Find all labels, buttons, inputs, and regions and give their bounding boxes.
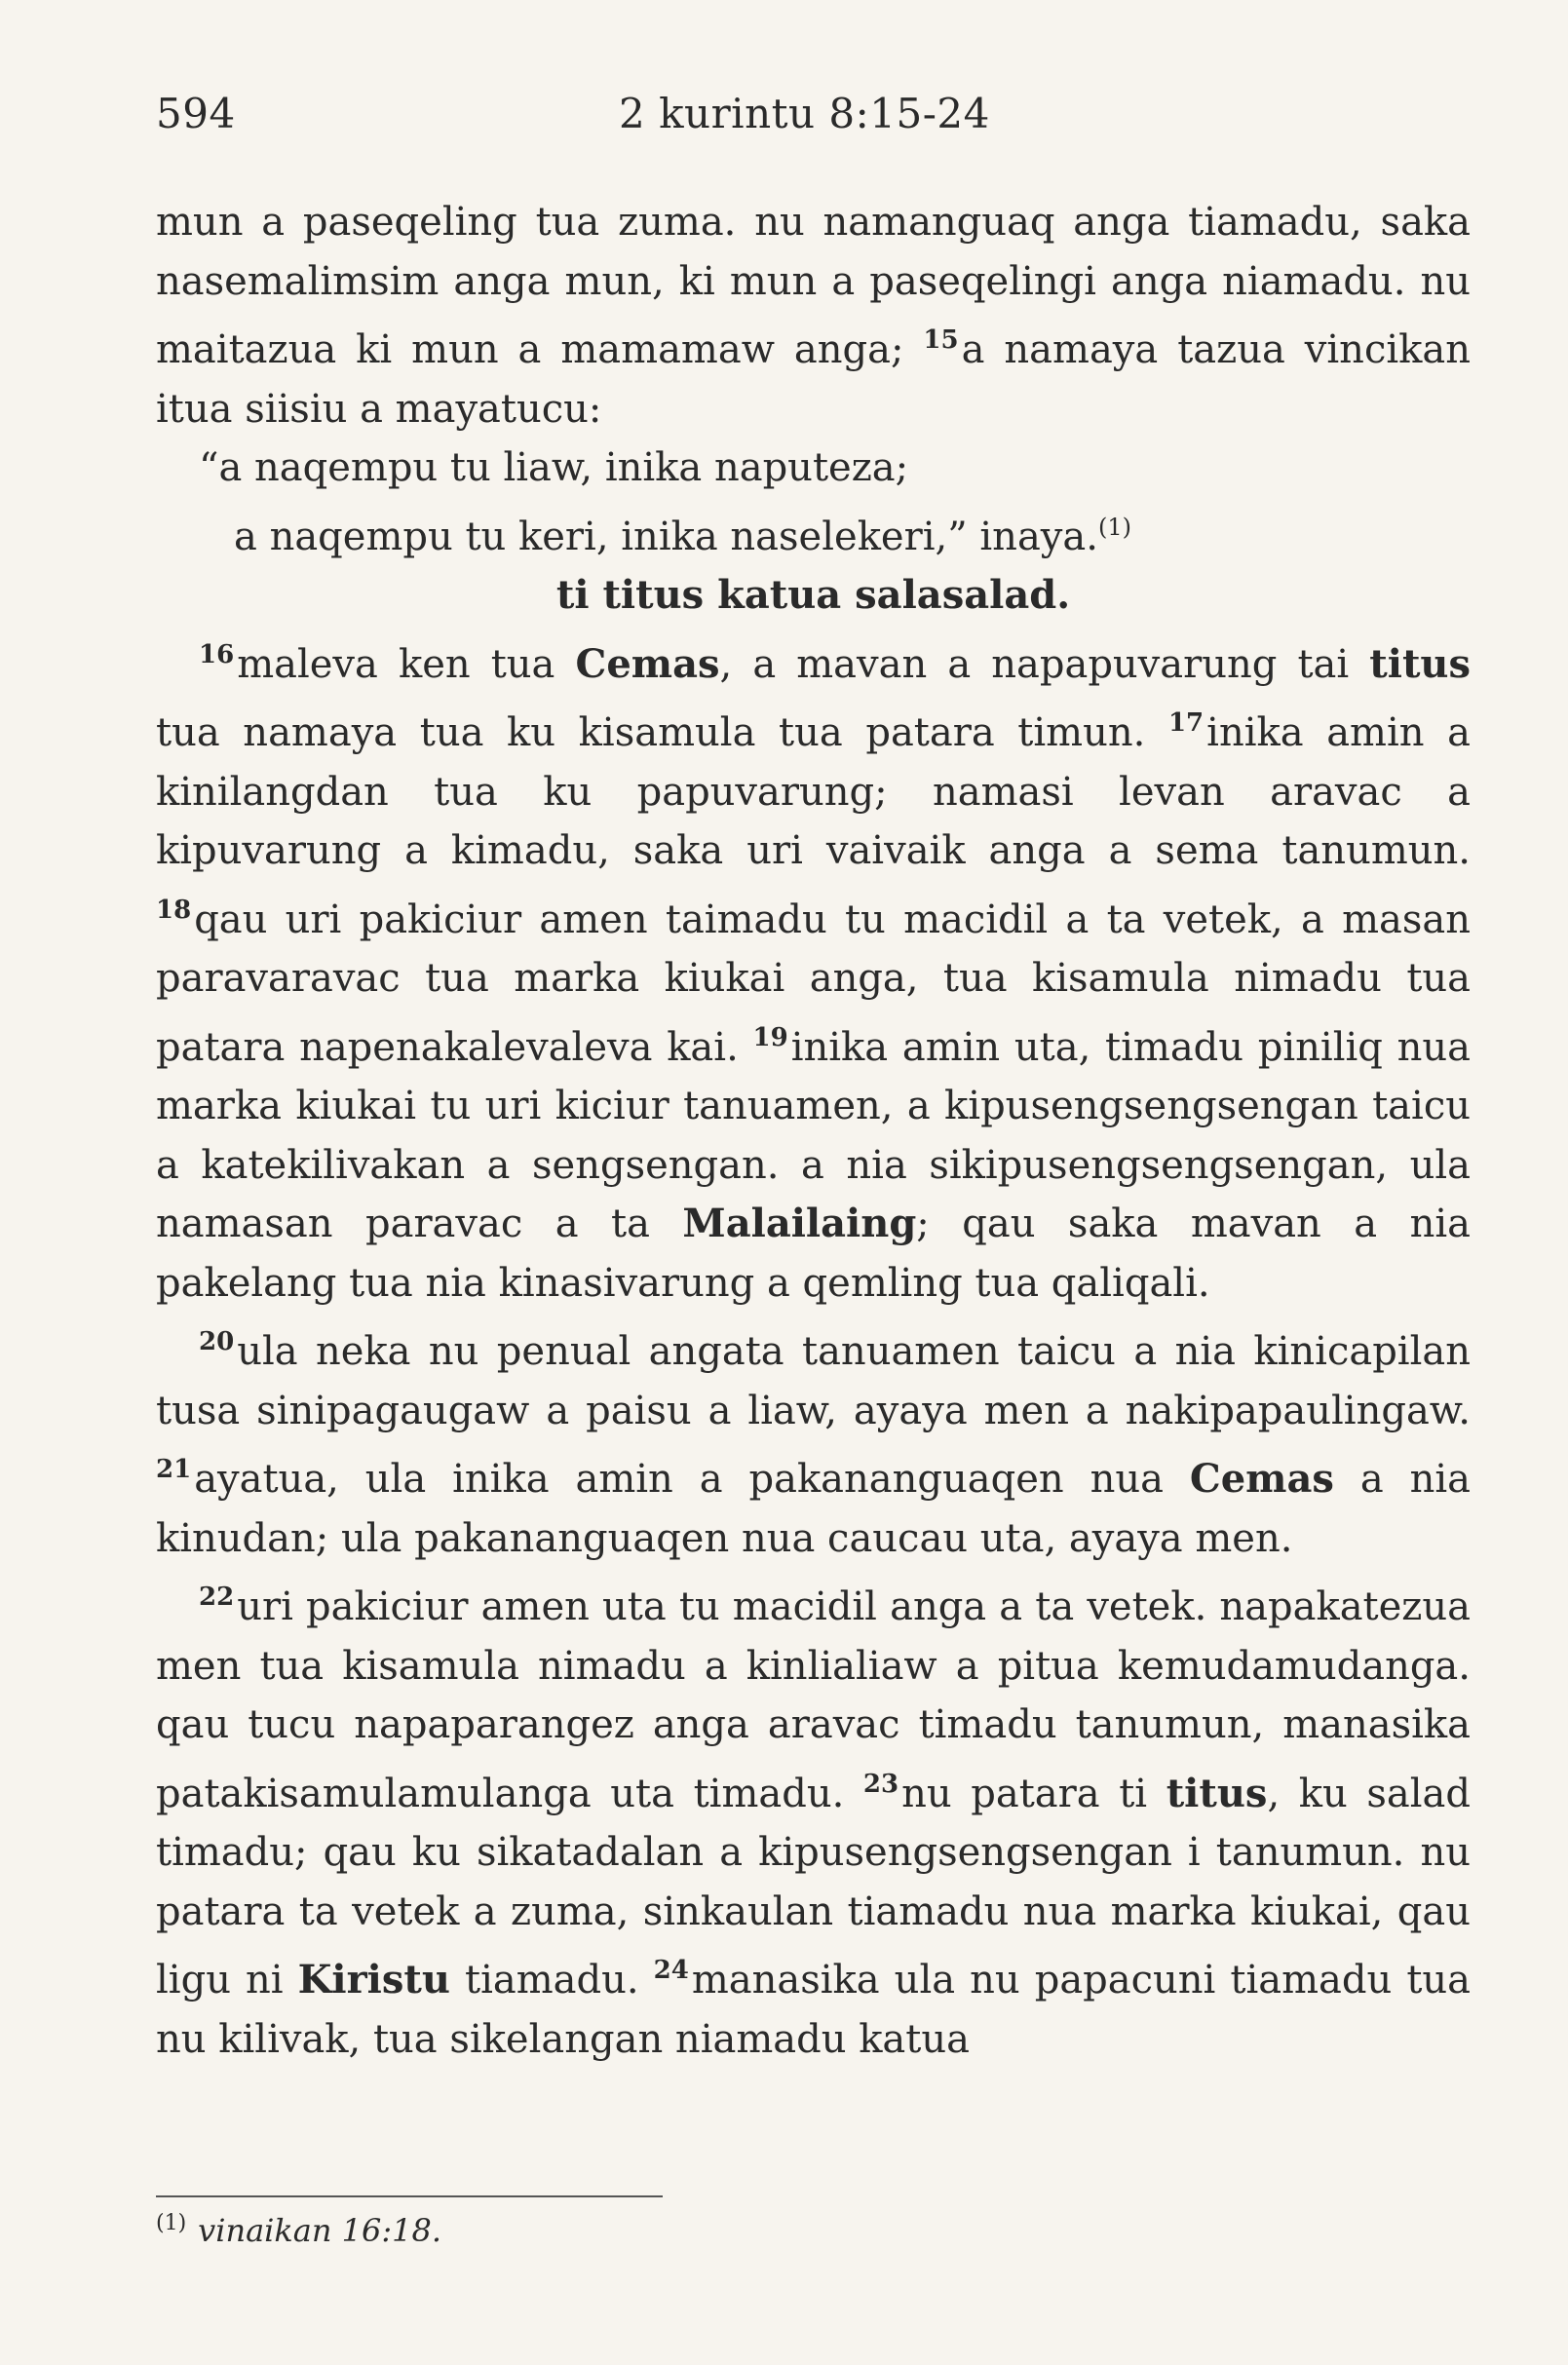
footnote-reference: (1) (1097, 513, 1131, 541)
paragraph-1 (156, 193, 1471, 439)
verse-number: 18 (156, 895, 192, 925)
name-bold: Cemas (1189, 1456, 1334, 1502)
section-heading: ti titus katua salasalad. (555, 572, 1071, 618)
verse-number: 24 (653, 1956, 689, 1985)
name-bold: Cemas (575, 640, 720, 687)
footnote-mark: (1) (156, 2211, 187, 2235)
text-body (156, 193, 1471, 2069)
text-run: manasika ula nu papacuni tiamadu tua nu kilivak, tua sikelangan niamadu katua (156, 1958, 1471, 2062)
text-run: a nia kinudan; ula pakananguaqen nua caucau uta, ayaya men. (156, 1457, 1471, 1561)
footnote-text: vinaikan 16:18. (198, 2212, 442, 2249)
page-number: 594 (156, 90, 236, 137)
text-run: uri pakiciur amen uta tu macidil anga a ta vetek. napakatezua men tua kisamula nimadu a kinlialiaw a pitua kemudamudanga. qau tucu napaparangez anga aravac timadu tanumun, manasika patakisamulamulanga uta timadu. (156, 1584, 1471, 1816)
verse-number: 21 (156, 1455, 192, 1484)
poetry-line-1: “a naqempu tu liaw, inika naputeza; (199, 445, 909, 490)
name-bold: titus (1369, 640, 1472, 687)
verse-number: 19 (752, 1022, 788, 1052)
text-run: , ku salad timadu; qau ku sikatadalan a kipusengsengsengan i tanumun. nu patara ta vetek a zuma, sinkaulan tiamadu nua marka kiukai, qau ligu ni (156, 1771, 1471, 2003)
verse-number: 17 (1167, 708, 1205, 738)
text-run: a namaya tazua vincikan itua siisiu a mayatucu: (156, 327, 1471, 432)
verse-number: 20 (199, 1327, 235, 1356)
verse-number: 23 (862, 1769, 899, 1799)
text-run: tiamadu. (449, 1958, 654, 2003)
text-run: tua namaya tua ku kisamula tua patara timun. (156, 710, 1168, 755)
text-run: maleva ken tua (237, 641, 576, 687)
text-run: inika amin a kinilangdan tua ku papuvarung; namasi levan aravac a kipuvarung a kimadu, saka uri vaivaik anga a sema tanumun. (156, 710, 1472, 873)
poetry-line-2 (156, 498, 1471, 567)
name-bold: titus (1166, 1770, 1268, 1816)
footnote (156, 2204, 441, 2250)
verse-number: 22 (199, 1583, 235, 1612)
verse-number: 16 (199, 639, 235, 669)
text-run: ula neka nu penual angata tanuamen taicu a nia kinicapilan tusa sinipagaugaw a paisu a liaw, ayaya men a nakipapaulingaw. (156, 1329, 1471, 1433)
chapter-reference: 2 kurintu 8:15-24 (619, 90, 990, 137)
verse-number: 15 (923, 325, 959, 355)
text-run: qau uri pakiciur amen taimadu tu macidil a ta vetek, a masan paravaravac tua marka kiukai anga, tua kisamula nimadu tua patara napenakalevaleva kai. (156, 896, 1471, 1070)
text-run: , a mavan a napapuvarung tai (719, 641, 1370, 687)
name-bold: Kiristu (297, 1957, 450, 2003)
text-run: ayatua, ula inika amin a pakananguaqen nua (194, 1457, 1190, 1502)
name-bold: Malailaing (682, 1201, 917, 1246)
text-run: nu patara ti (901, 1771, 1166, 1816)
footnote-divider (156, 2195, 663, 2197)
paragraph-4 (156, 1568, 1471, 2069)
paragraph-3 (156, 1313, 1471, 1568)
text-run: a naqempu tu keri, inika naselekeri,” inaya. (234, 514, 1098, 559)
text-run: inika amin uta, timadu piniliq nua marka kiukai tu uri kiciur tanuamen, a kipusengsengsengan taicu a katekilivakan a sengsengan. a nia sikipusengsengsengan, ula namasan paravac a ta (156, 1024, 1472, 1246)
text-run: mun a paseqeling tua zuma. nu namanguaq anga tiamadu, saka nasemalimsim anga mun, ki mun a paseqelingi anga niamadu. nu maitazua ki mun a mamamaw anga; (156, 200, 1471, 372)
text-run: ; qau saka mavan a nia pakelang tua nia kinasivarung a qemling tua qaliqali. (156, 1202, 1471, 1306)
paragraph-2 (156, 626, 1471, 1314)
